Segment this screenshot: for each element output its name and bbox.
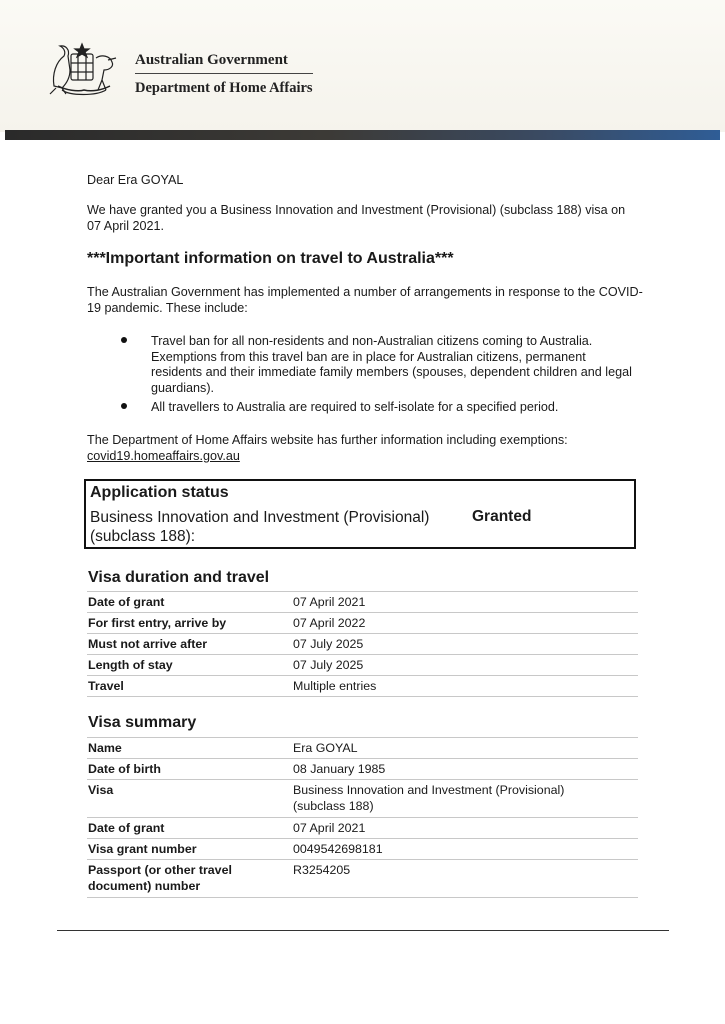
row-label: Date of birth <box>88 762 161 776</box>
important-heading: ***Important information on travel to Australia*** <box>87 250 454 267</box>
application-status-visa: Business Innovation and Investment (Provisional) (subclass 188): <box>90 509 430 545</box>
covid-bullet-list <box>120 334 640 420</box>
table-row <box>87 591 638 612</box>
table-row <box>87 675 638 697</box>
department-name: Department of Home Affairs <box>135 80 313 96</box>
bullet-icon <box>121 337 127 343</box>
row-value: 07 July 2025 <box>293 658 364 672</box>
summary-table <box>87 737 638 898</box>
government-name: Australian Government <box>135 52 288 68</box>
salutation: Dear Era GOYAL <box>87 173 184 187</box>
row-label: For first entry, arrive by <box>88 616 227 630</box>
table-row <box>87 737 638 758</box>
coat-of-arms-icon <box>44 36 122 98</box>
summary-section-title: Visa summary <box>88 714 197 731</box>
table-row <box>87 633 638 654</box>
row-label: Passport (or other travel document) number <box>88 863 232 893</box>
row-label: Must not arrive after <box>88 637 208 651</box>
row-value: 0049542698181 <box>293 842 383 856</box>
table-row <box>87 817 638 838</box>
duration-section-title: Visa duration and travel <box>88 569 270 586</box>
bullet-icon <box>121 403 127 409</box>
table-row <box>87 758 638 779</box>
row-value: Multiple entries <box>293 679 377 693</box>
row-label: Date of grant <box>88 821 165 835</box>
row-value: R3254205 <box>293 863 351 877</box>
row-label: Length of stay <box>88 658 173 672</box>
application-status-box <box>84 479 636 549</box>
table-row <box>87 838 638 859</box>
row-label: Visa <box>88 783 114 797</box>
row-label: Travel <box>88 679 124 693</box>
row-value: Era GOYAL <box>293 741 358 755</box>
grant-paragraph: We have granted you a Business Innovation and Investment (Provisional) (subclass 188) visa on 07 April 2021. <box>87 203 626 233</box>
row-label: Visa grant number <box>88 842 197 856</box>
row-value: 07 April 2021 <box>293 595 366 609</box>
table-row <box>87 612 638 633</box>
footer-divider <box>57 930 669 931</box>
website-line: The Department of Home Affairs website has further information including exemptions: <box>87 433 568 447</box>
application-status-title: Application status <box>90 484 229 501</box>
list-item <box>120 400 640 416</box>
covid-intro: The Australian Government has implemented a number of arrangements in response to the COVID-19 pandemic. These include: <box>87 285 643 315</box>
table-row <box>87 779 638 817</box>
row-label: Date of grant <box>88 595 165 609</box>
list-item <box>120 334 640 396</box>
header-band <box>5 130 720 140</box>
row-value: 07 July 2025 <box>293 637 364 651</box>
covid-website-link[interactable]: covid19.homeaffairs.gov.au <box>87 448 240 463</box>
letterhead-divider <box>135 73 313 74</box>
application-status-value: Granted <box>472 508 532 525</box>
duration-table <box>87 591 638 697</box>
bullet-text: All travellers to Australia are required to self-isolate for a specified period. <box>151 400 559 415</box>
table-row <box>87 654 638 675</box>
row-value: 07 April 2022 <box>293 616 366 630</box>
row-value: Business Innovation and Investment (Provisional) (subclass 188) <box>293 783 565 813</box>
row-value: 08 January 1985 <box>293 762 386 776</box>
website-info <box>87 433 647 464</box>
row-label: Name <box>88 741 122 755</box>
row-value: 07 April 2021 <box>293 821 366 835</box>
bullet-text: Travel ban for all non-residents and non-Australian citizens coming to Australia. Exemptions from this travel ban are in place for Australian citizens, permanent residents and their immediate family members (spouses, dependent children and legal guardians). <box>151 334 632 395</box>
table-row <box>87 859 638 898</box>
